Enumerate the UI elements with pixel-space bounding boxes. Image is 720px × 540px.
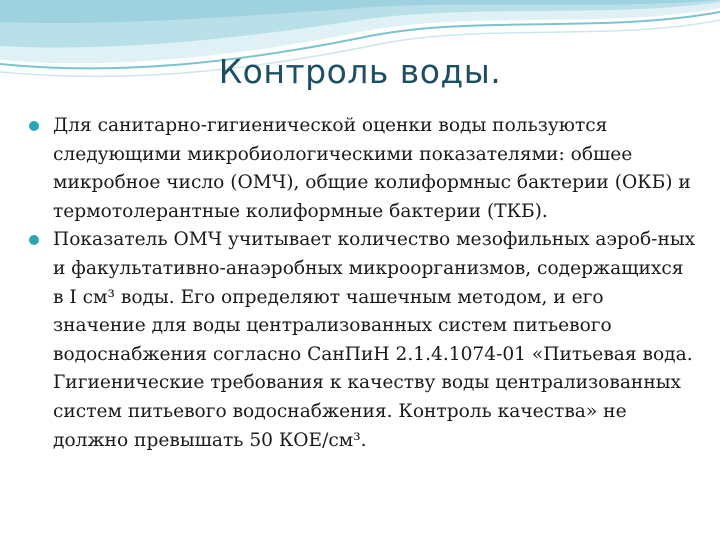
bullet-list: [28, 112, 698, 455]
slide-title: Контроль воды.: [218, 52, 502, 91]
bullet-item: [28, 112, 698, 226]
bullet-text: Показатель ОМЧ учитывает количество мезофильных аэроб-ных и факультативно-анаэробных микроорганизмов, содержащихся в I см³ воды. Его определяют чашечным методом, и его значение для воды централизованных систем питьевого водоснабжения согласно СанПиН 2.1.4.1074-01 «Питьевая вода. Гигиенические требования к качеству воды централизованных систем питьевого водоснабжения. Контроль качества» не должно превышать 50 КОЕ/см³.: [53, 229, 696, 451]
bullet-text: Для санитарно-гигиенической оценки воды пользуются следующими микробиологическими показателями: обшее микробное число (ОМЧ), общие колиформныс бактерии (ОКБ) и термотолерантные колиформные бактерии (ТКБ).: [53, 115, 691, 222]
bullet-dot-icon: [29, 235, 39, 245]
bullet-item: [28, 226, 698, 455]
bullet-dot-icon: [29, 121, 39, 131]
